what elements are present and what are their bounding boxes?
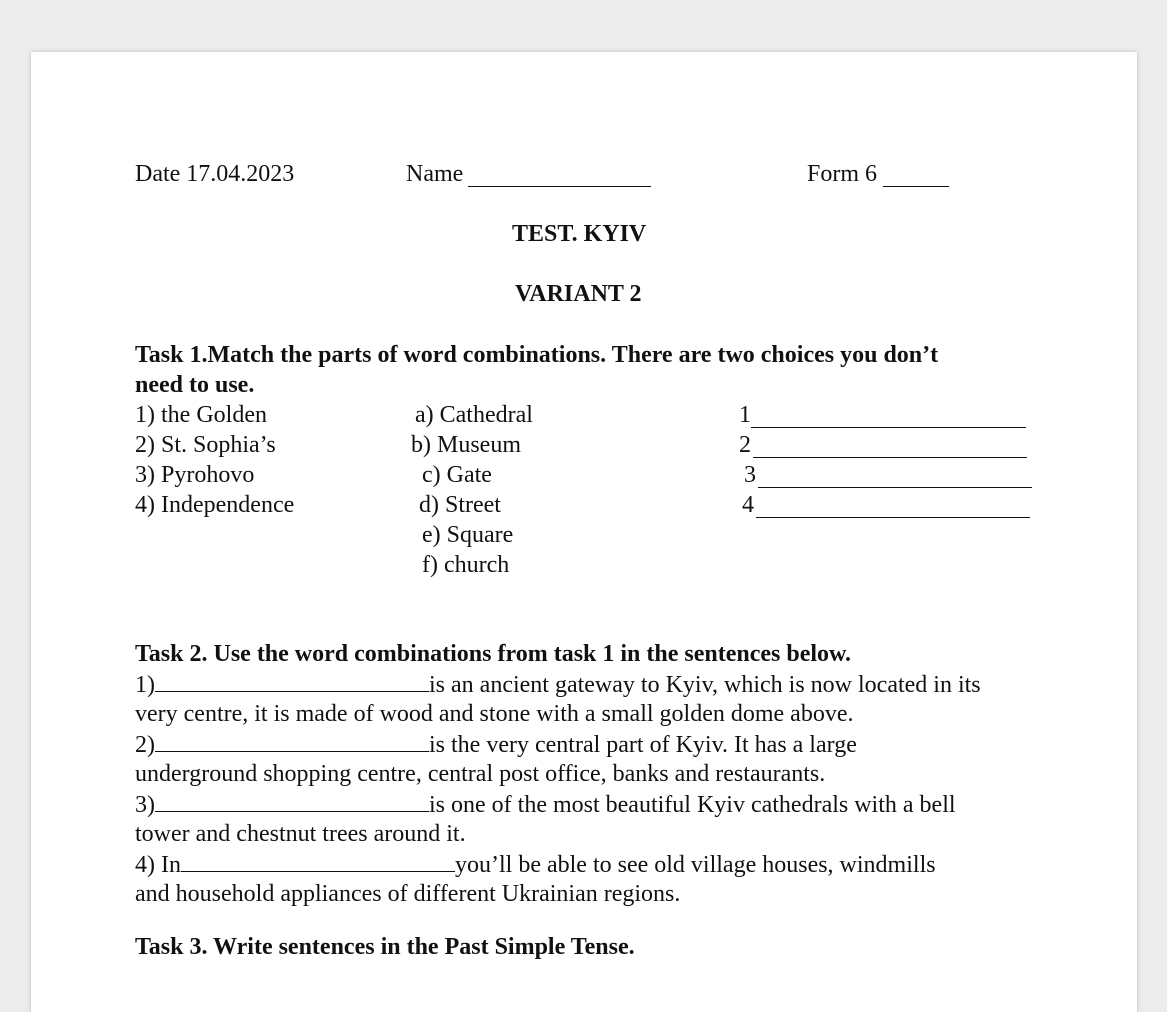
task1-answer-number: 4 [742,492,754,518]
task2-answer-blank [155,789,429,812]
task1-left-item: 1) the Golden [135,402,267,428]
task2-item-number: 3) [135,792,155,818]
task1-answer-number: 1 [739,402,751,428]
task1-answer-blank [751,427,1026,428]
test-title: TEST. KYIV [512,221,647,247]
task2-sentence-line [135,849,936,880]
task2-sentence-cont: and household appliances of different Ukrainian regions. [135,881,681,907]
task1-right-item: f) church [422,552,510,578]
task2-sentence-cont: underground shopping centre, central post office, banks and restaurants. [135,761,826,787]
form-blank [883,186,949,187]
task1-left-item: 4) Independence [135,492,295,518]
task2-item-number: 2) [135,732,155,758]
task2-sentence-line [135,789,956,820]
name-label: Name [406,161,464,187]
task2-sentence-text: is one of the most beautiful Kyiv cathedrals with a bell [429,792,956,818]
task1-left-item: 2) St. Sophia’s [135,432,276,458]
task1-right-item: b) Museum [411,432,521,458]
form-label: Form 6 [807,161,878,187]
task2-sentence-text: is an ancient gateway to Kyiv, which is now located in its [429,672,981,698]
task3-heading: Task 3. Write sentences in the Past Simple Tense. [135,934,635,960]
task1-right-item: c) Gate [422,462,492,488]
task2-sentence-text: is the very central part of Kyiv. It has a large [429,732,857,758]
task1-answer-blank [758,487,1032,488]
worksheet-page [31,52,1137,1012]
task2-sentence-cont: very centre, it is made of wood and stone with a small golden dome above. [135,701,854,727]
task2-sentence-text: you’ll be able to see old village houses, windmills [454,852,936,878]
task2-answer-blank [155,669,429,692]
task2-item-number: 4) In [135,852,181,878]
variant-title: VARIANT 2 [515,281,642,307]
task2-sentence-cont: tower and chestnut trees around it. [135,821,466,847]
task2-answer-blank [181,849,455,872]
name-blank [468,186,651,187]
task1-heading: Task 1.Match the parts of word combinations. There are two choices you don’t [135,342,939,368]
task2-sentence-line [135,669,981,700]
task2-answer-blank [155,729,429,752]
task1-heading-cont: need to use. [135,372,255,398]
task2-sentence-line [135,729,857,760]
task1-answer-number: 3 [744,462,756,488]
task1-right-item: a) Cathedral [415,402,533,428]
task1-left-item: 3) Pyrohovo [135,462,255,488]
task1-right-item: e) Square [422,522,514,548]
task1-right-item: d) Street [419,492,501,518]
date-label: Date 17.04.2023 [135,161,295,187]
task1-answer-number: 2 [739,432,751,458]
task1-answer-blank [756,517,1030,518]
task2-item-number: 1) [135,672,155,698]
task1-answer-blank [753,457,1027,458]
task2-heading: Task 2. Use the word combinations from task 1 in the sentences below. [135,641,852,667]
